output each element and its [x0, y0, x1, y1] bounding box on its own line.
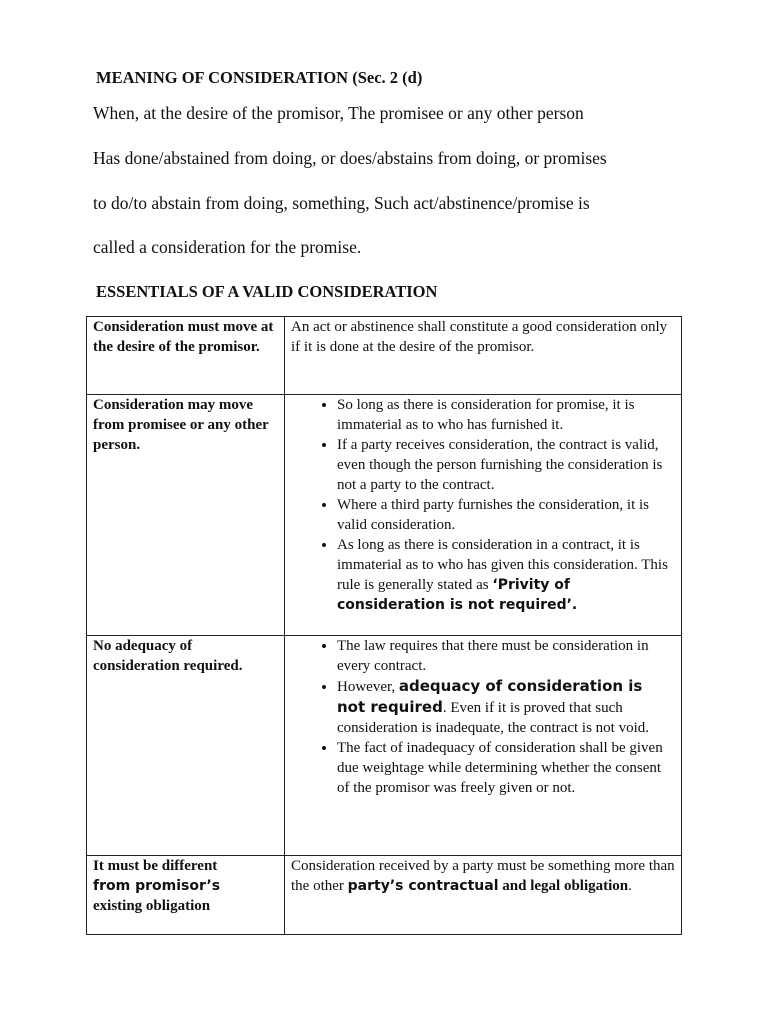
- row-heading-line: from promisor’s: [93, 878, 221, 894]
- row-bold-text: and legal obligation: [502, 878, 629, 894]
- row-bullets: [285, 395, 682, 636]
- essentials-heading: ESSENTIALS OF A VALID CONSIDERATION: [96, 282, 438, 301]
- row-heading-line: It must be different: [93, 858, 218, 874]
- list-item: • So long as there is consideration for promise, it is immaterial as to who has furnished it.: [337, 395, 675, 435]
- bullet-text: . Even if it is proved that such consideration is inadequate, the contract is not void.: [337, 700, 649, 736]
- row-heading: [87, 856, 285, 935]
- bullet-list: [291, 395, 675, 615]
- essentials-table: [86, 316, 682, 935]
- meaning-line-2: Has done/abstained from doing, or does/abstains from doing, or promises: [93, 148, 607, 168]
- row-text: [285, 856, 682, 935]
- table-row: [87, 317, 682, 395]
- bullet-text: However,: [337, 679, 399, 695]
- row-bold-text: party’s contractual: [347, 878, 499, 894]
- list-item: • The law requires that there must be consideration in every contract.: [337, 636, 675, 676]
- table-row: [87, 395, 682, 636]
- table-row: [87, 636, 682, 856]
- list-item: [337, 535, 675, 615]
- list-item: [337, 676, 675, 738]
- bullet-text: As long as there is consideration in a contract, it is immaterial as to who has given this consideration. This rule is generally stated as: [337, 537, 668, 593]
- row-heading: Consideration must move at the desire of the promisor.: [87, 317, 285, 395]
- row-heading: Consideration may move from promisee or any other person.: [87, 395, 285, 636]
- bullet-bold-text: ‘Privity of consideration is not required’.: [337, 577, 578, 613]
- list-item: • The fact of inadequacy of consideration shall be given due weightage while determining whether the consent of the promisor was freely given or not.: [337, 738, 675, 798]
- row-text-part: .: [628, 878, 632, 894]
- meaning-heading: MEANING OF CONSIDERATION (Sec. 2 (d): [96, 68, 423, 87]
- row-text-part: Consideration received by a party must be something more than the other: [291, 858, 675, 894]
- meaning-line-3: to do/to abstain from doing, something, Such act/abstinence/promise is: [93, 193, 590, 213]
- row-heading-line: existing obligation: [93, 898, 211, 914]
- bullet-list: [291, 636, 675, 798]
- row-text: An act or abstinence shall constitute a good consideration only if it is done at the desire of the promisor.: [285, 317, 682, 395]
- bullet-bold-text: adequacy of consideration is not required: [337, 677, 643, 716]
- meaning-line-4: called a consideration for the promise.: [93, 237, 362, 257]
- row-heading: No adequacy of consideration required.: [87, 636, 285, 856]
- row-bullets: [285, 636, 682, 856]
- meaning-line-1: When, at the desire of the promisor, The promisee or any other person: [93, 103, 584, 123]
- table-row: [87, 856, 682, 935]
- list-item: • If a party receives consideration, the contract is valid, even though the person furnishing the consideration is not a party to the contract.: [337, 435, 675, 495]
- list-item: • Where a third party furnishes the consideration, it is valid consideration.: [337, 495, 675, 535]
